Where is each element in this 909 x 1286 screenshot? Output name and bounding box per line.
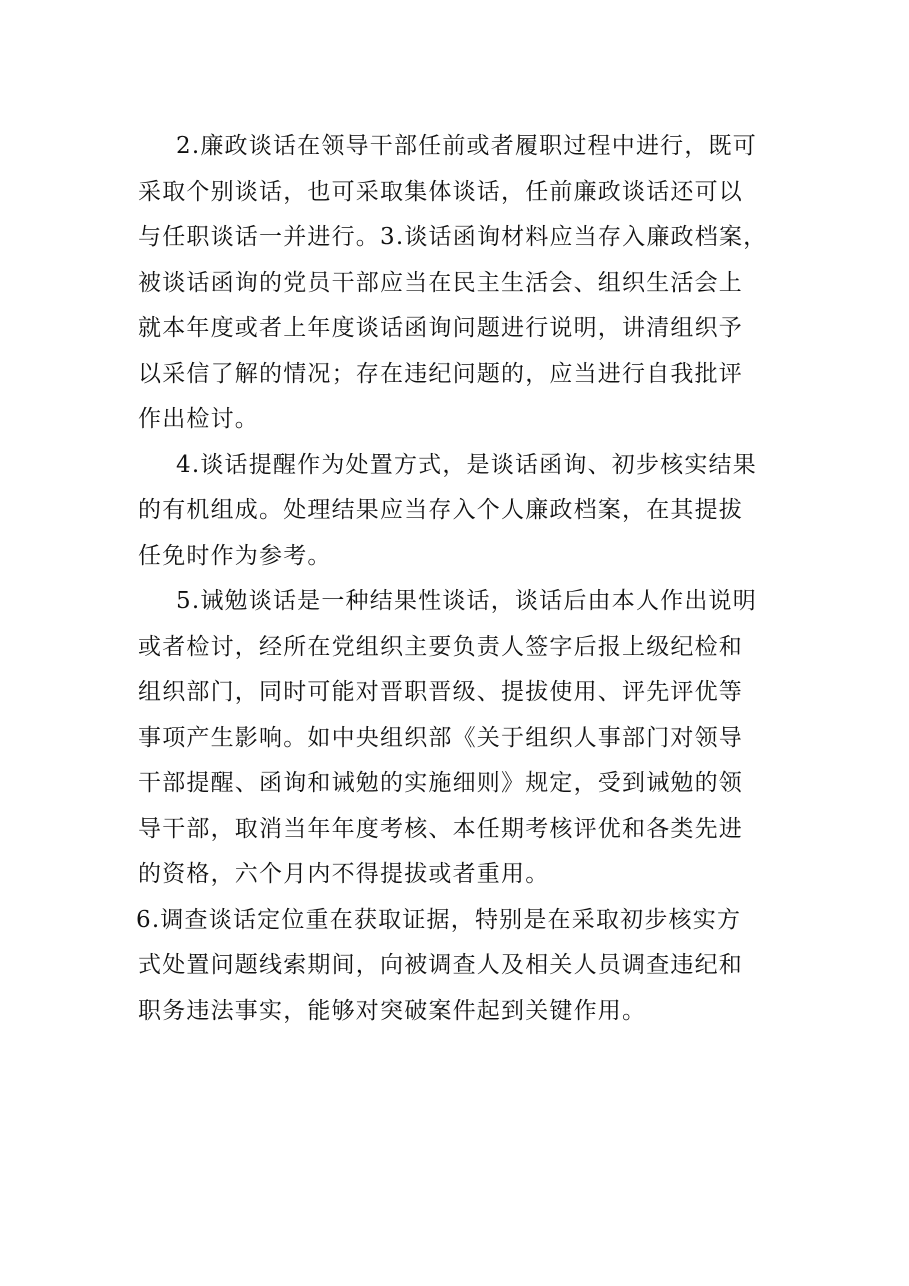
paragraph-line: 式处置问题线索期间，向被调查人及相关人员调查违纪和 [138,952,743,978]
paragraph-line: 干部提醒、函询和诫勉的实施细则》规定，受到诫勉的领 [138,770,743,796]
paragraph-line: 以采信了解的情况；存在违纪问题的，应当进行自我批评 [138,360,743,387]
paragraph-line: 的有机组成。处理结果应当存入个人廉政档案，在其提拔 [138,497,743,523]
paragraph-line: 职务违法事实，能够对突破案件起到关键作用。 [138,997,647,1024]
paragraph-line: 的资格，六个月内不得提拔或者重用。 [138,861,550,887]
paragraph-line: 组织部门，同时可能对晋职晋级、提拔使用、评先评优等 [138,679,743,705]
paragraph-line: 2.廉政谈话在领导干部任前或者履职过程中进行，既可 [176,133,757,159]
paragraph-line: 被谈话函询的党员干部应当在民主生活会、组织生活会上 [138,269,743,296]
paragraph-line: 5.诫勉谈话是一种结果性谈话，谈话后由本人作出说明 [176,588,757,614]
document-body [138,124,778,1034]
paragraph-line: 采取个别谈话，也可采取集体谈话，任前廉政谈话还可以 [138,178,743,205]
paragraph-line: 任免时作为参考。 [138,542,332,569]
paragraph-line: 或者检讨，经所在党组织主要负责人签字后报上级纪检和 [138,633,743,660]
paragraph-line: 导干部，取消当年年度考核、本任期考核评优和各类先进 [138,815,743,842]
paragraph-line: 6.调查谈话定位重在获取证据，特别是在采取初步核实方 [136,906,742,933]
paragraph-line: 作出检讨。 [138,406,259,432]
paragraph-line: 4.谈话提醒作为处置方式，是谈话函询、初步核实结果 [176,451,757,478]
paragraph-line: 就本年度或者上年度谈话函询问题进行说明，讲清组织予 [138,315,743,341]
paragraph-line: 事项产生影响。如中央组织部《关于组织人事部门对领导 [138,724,743,751]
paragraph-line: 与任职谈话一并进行。3.谈话函询材料应当存入廉政档案， [138,224,768,250]
